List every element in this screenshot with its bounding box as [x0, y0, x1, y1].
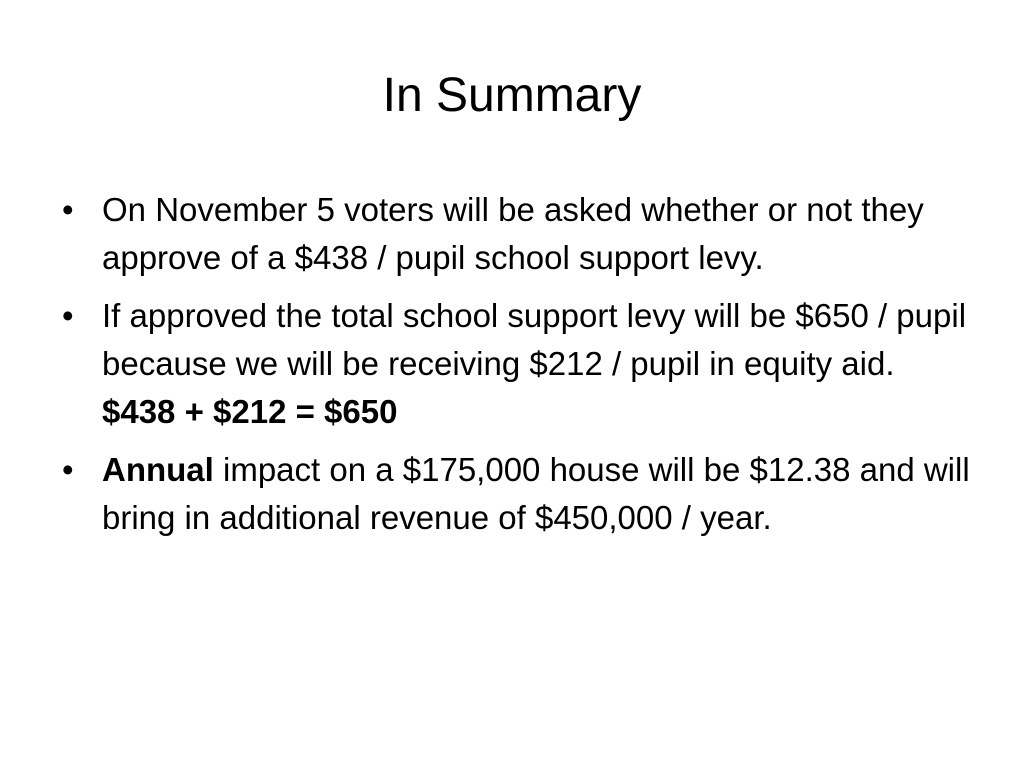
bullet-icon: • [62, 297, 74, 334]
bullet-item-annual-impact [58, 446, 978, 542]
slide-title: In Summary [382, 69, 642, 122]
bullet-icon: • [62, 191, 74, 228]
levy-equation: $438 + $212 = $650 [102, 393, 398, 430]
bullet-item-total-levy [58, 292, 978, 436]
bullet-item-vote [58, 186, 978, 282]
bullet-list [58, 186, 978, 552]
bullet-icon: • [62, 451, 74, 488]
bullet-text: If approved the total school support levy will be $650 / pupil because we will be receiving $212 / pupil in equity aid. [102, 297, 967, 382]
bullet-text: impact on a $175,000 house will be $12.38 and will bring in additional revenue of $450,000 / year. [102, 451, 970, 536]
bullet-text: On November 5 voters will be asked whether or not they approve of a $438 / pupil school support levy. [102, 191, 924, 276]
annual-emphasis: Annual [102, 451, 214, 488]
